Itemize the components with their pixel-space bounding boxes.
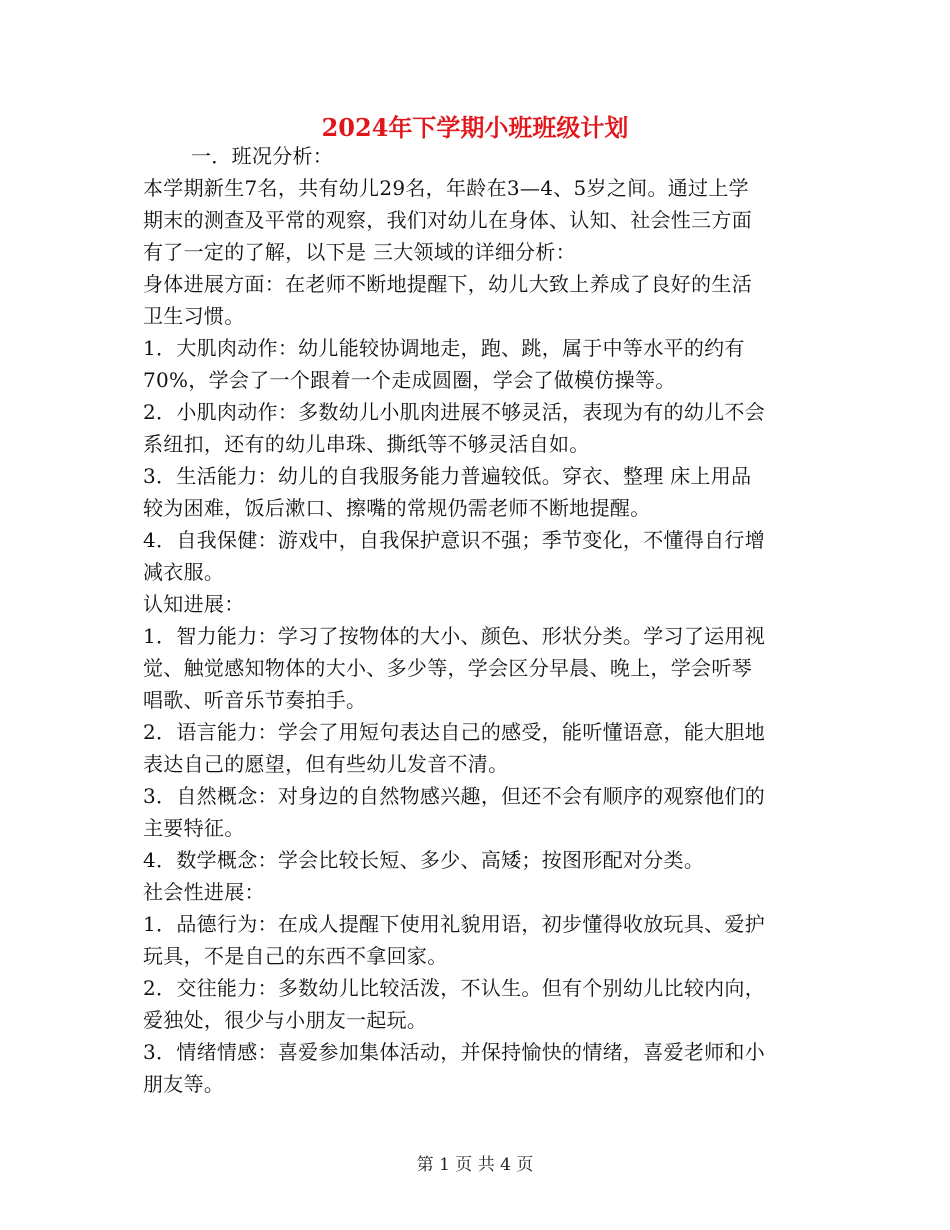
text-line: 觉、触觉感知物体的大小、多少等，学会区分早晨、晚上，学会听琴 [143,656,752,680]
text-line: 主要特征。 [143,816,245,840]
subheading-cognitive-development: 认知进展： [143,592,245,616]
list-item: 1．品德行为：在成人提醒下使用礼貌用语，初步懂得收放玩具、爱护 [143,912,766,936]
subheading-social-development: 社会性进展： [143,880,265,904]
text-line: 玩具，不是自己的东西不拿回家。 [143,944,448,968]
list-item: 1．大肌肉动作：幼儿能较协调地走，跑、跳，属于中等水平的约有 [143,336,745,360]
list-item: 3．情绪情感：喜爱参加集体活动，并保持愉快的情绪，喜爱老师和小 [143,1040,766,1064]
section-heading-class-analysis: 一．班况分析： [191,144,334,168]
text-line: 朋友等。 [143,1072,225,1096]
text-line: 减衣服。 [143,560,225,584]
list-item: 2．交往能力：多数幼儿比较活泼，不认生。但有个别幼儿比较内向， [143,976,766,1000]
list-item: 2．小肌肉动作：多数幼儿小肌肉进展不够灵活，表现为有的幼儿不会 [143,400,766,424]
text-line: 表达自己的愿望，但有些幼儿发音不清。 [143,752,509,776]
page-number-footer: 第 1 页 共 4 页 [416,1155,534,1175]
list-item: 3．自然概念：对身边的自然物感兴趣，但还不会有顺序的观察他们的 [143,784,766,808]
text-line: 唱歌、听音乐节奏拍手。 [143,688,367,712]
document-body [143,140,815,1100]
text-line: 期末的测查及平常的观察，我们对幼儿在身体、认知、社会性三方面 [143,208,752,232]
text-line: 系纽扣，还有的幼儿串珠、撕纸等不够灵活自如。 [143,432,590,456]
text-line: 爱独处，很少与小朋友一起玩。 [143,1008,428,1032]
text-line: 有了一定的了解，以下是 三大领域的详细分析： [143,240,576,264]
list-item: 3．生活能力：幼儿的自我服务能力普遍较低。穿衣、整理 床上用品 [143,464,752,488]
list-item: 4．自我保健：游戏中，自我保护意识不强；季节变化，不懂得自行增 [143,528,766,552]
list-item: 2．语言能力：学会了用短句表达自己的感受，能听懂语意，能大胆地 [143,720,766,744]
text-line: 较为困难，饭后漱口、擦嘴的常规仍需老师不断地提醒。 [143,496,651,520]
list-item: 1．智力能力：学习了按物体的大小、颜色、形状分类。学习了运用视 [143,624,766,648]
text-line: 70%，学会了一个跟着一个走成圆圈，学会了做模仿操等。 [143,368,676,392]
list-item: 4．数学概念：学会比较长短、多少、高矮；按图形配对分类。 [143,848,705,872]
text-line: 本学期新生7名，共有幼儿29名，年龄在3—4、5岁之间。通过上学 [143,176,749,200]
text-line: 卫生习惯。 [143,304,245,328]
document-title: 2024年下学期小班班级计划 [321,113,629,142]
subheading-physical-development: 身体进展方面：在老师不断地提醒下，幼儿大致上养成了良好的生活 [143,272,752,296]
